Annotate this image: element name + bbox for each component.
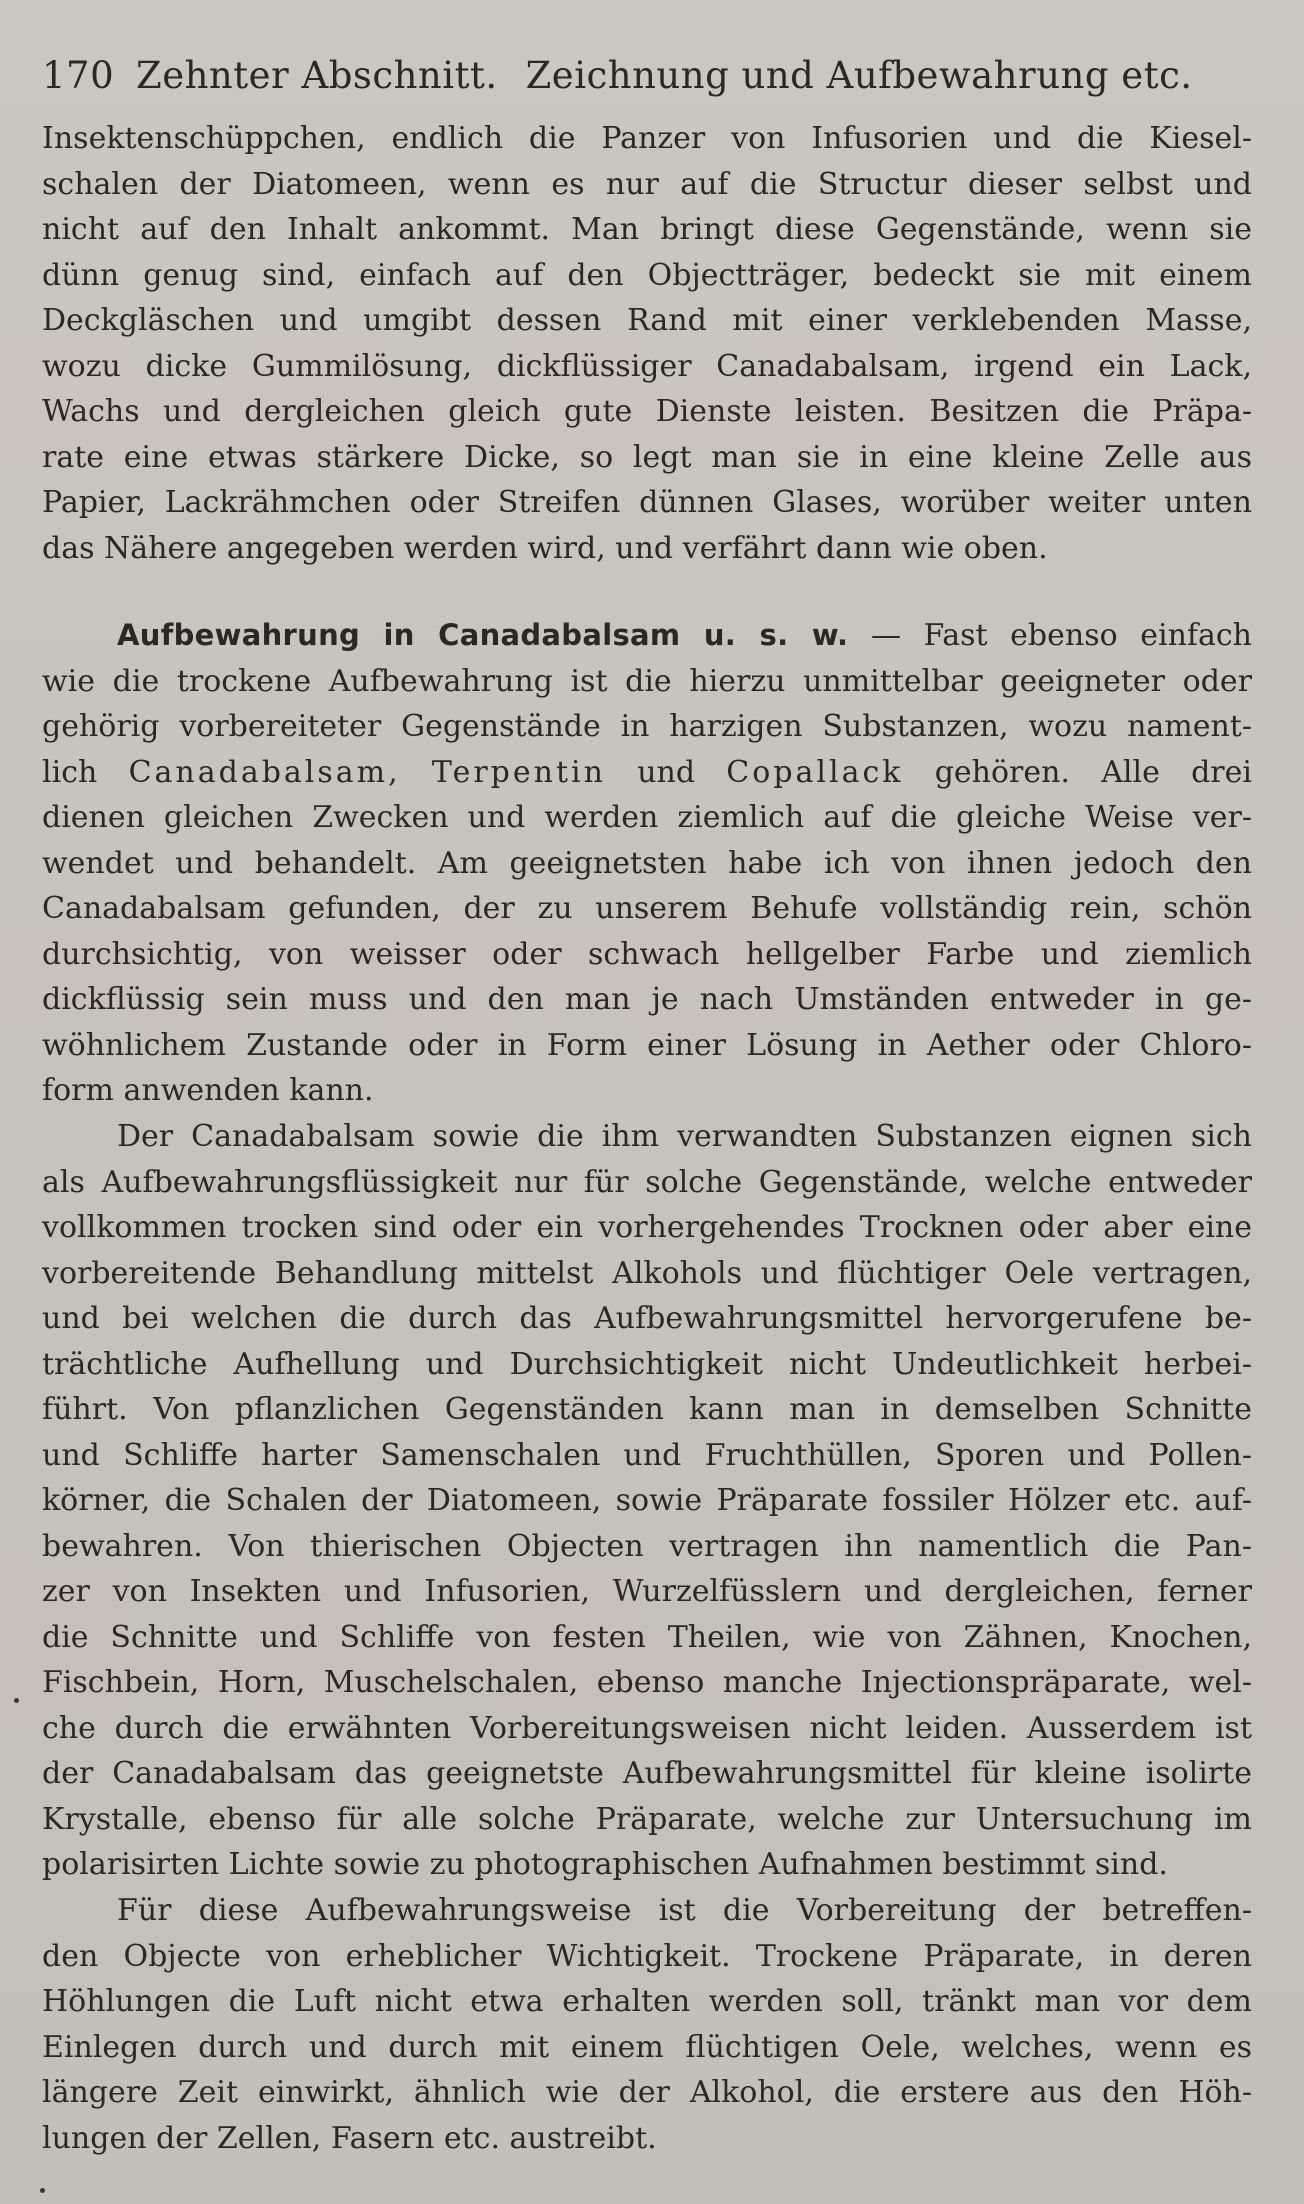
text-line: wöhnlichem Zustande oder in Form einer Lösung in Aether oder Chloro- [42,1027,1252,1063]
text-line: Einlegen durch und durch mit einem flüchtigen Oele, welches, wenn es [42,2029,1252,2065]
text-line: form anwenden kann. [42,1073,374,1108]
text-line: dünn genug sind, einfach auf den Objectträger, bedeckt sie mit einem [42,257,1252,293]
spaced-term: Terpentin [431,754,606,790]
text-line-spaced-terms: lich Canadabalsam, Terpentin und Copallack gehören. Alle drei [42,754,1252,790]
text-line: das Nähere angegeben werden wird, und verfährt dann wie oben. [42,530,1048,566]
text-line: als Aufbewahrungsflüssigkeit nur für solche Gegenstände, welche entweder [42,1164,1252,1200]
text-line: durchsichtig, von weisser oder schwach hellgelber Farbe und ziemlich [42,936,1252,972]
paragraph-usage [42,1114,1252,1888]
text-line: Deckgläschen und umgibt dessen Rand mit einer verklebenden Masse, [42,303,1252,338]
text-line: Fischbein, Horn, Muschelschalen, ebenso manche Injectionspräparate, wel- [42,1665,1252,1700]
text-line: polarisirten Lichte sowie zu photographischen Aufnahmen bestimmt sind. [42,1847,1168,1882]
text-line: rate eine etwas stärkere Dicke, so legt man sie in eine kleine Zelle aus [42,439,1252,475]
text-line: körner, die Schalen der Diatomeen, sowie Präparate fossiler Hölzer etc. auf- [42,1483,1252,1518]
text-line: zer von Insekten und Infusorien, Wurzelfüsslern und dergleichen, ferner [42,1574,1252,1609]
text-line: bewahren. Von thierischen Objecten vertragen ihn namentlich die Pan- [42,1528,1252,1564]
text-line: vorbereitende Behandlung mittelst Alkohols und flüchtiger Oele vertragen, [42,1255,1252,1291]
text-line: die Schnitte und Schliffe von festen Theilen, wie von Zähnen, Knochen, [42,1619,1252,1655]
text-line: Für diese Aufbewahrungsweise ist die Vorbereitung der betreffen- [117,1893,1252,1928]
text-line: und bei welchen die durch das Aufbewahrungsmittel hervorgerufene be- [42,1301,1252,1336]
text-line: Papier, Lackrähmchen oder Streifen dünnen Glases, worüber weiter unten [42,485,1252,520]
text-line: lungen der Zellen, Fasern etc. austreibt. [42,2120,657,2156]
text-line: schalen der Diatomeen, wenn es nur auf die Structur dieser selbst und [42,166,1252,202]
text-line: Der Canadabalsam sowie die ihm verwandten Substanzen eignen sich [117,1119,1252,1154]
spaced-term: Copallack [726,754,904,790]
text-line: wendet und behandelt. Am geeignetsten habe ich von ihnen jedoch den [42,845,1252,881]
print-speck [40,2188,45,2193]
text-line: Krystalle, ebenso für alle solche Präparate, welche zur Untersuchung im [42,1801,1252,1837]
text-line: dickflüssig sein muss und den man je nach Umständen entweder in ge- [42,982,1252,1017]
text-line: dienen gleichen Zwecken und werden ziemlich auf die gleiche Weise ver- [42,800,1252,835]
text-line: trächtliche Aufhellung und Durchsichtigkeit nicht Undeutlichkeit herbei- [42,1346,1252,1382]
text-line: nicht auf den Inhalt ankommt. Man bringt diese Gegenstände, wenn sie [42,212,1252,247]
text-line: Höhlungen die Luft nicht etwa erhalten werden soll, tränkt man vor dem [42,1984,1252,2019]
text-line: che durch die erwähnten Vorbereitungsweisen nicht leiden. Ausserdem ist [42,1710,1252,1746]
page-number: 170 [42,54,115,97]
running-header [42,46,1262,106]
text-line: Wachs und dergleichen gleich gute Dienste leisten. Besitzen die Präpa- [42,394,1252,429]
text-line: längere Zeit einwirkt, ähnlich wie der Alkohol, die erstere aus den Höh- [42,2075,1252,2110]
section-title: Zehnter Abschnitt. [136,54,498,97]
section-heading-line [42,613,1252,659]
paragraph-preparation [42,1888,1252,2161]
text-line: vollkommen trocken sind oder ein vorhergehendes Trocknen oder aber eine [42,1210,1252,1245]
heading-continuation: — Fast ebenso einfach [870,618,1252,653]
print-speck [14,1698,19,1703]
section-canadabalsam [42,613,1252,1114]
text-line: Canadabalsam gefunden, der zu unserem Behufe vollständig rein, schön [42,891,1252,926]
text-line: führt. Von pflanzlichen Gegenständen kann man in demselben Schnitte [42,1392,1252,1427]
text-line: und Schliffe harter Samenschalen und Fruchthüllen, Sporen und Pollen- [42,1437,1252,1473]
spaced-term: Canadabalsam, [128,754,401,790]
text-line: wozu dicke Gummilösung, dickflüssiger Canadabalsam, irgend ein Lack, [42,348,1252,384]
text-line: Insektenschüppchen, endlich die Panzer von Infusorien und die Kiesel- [42,121,1252,156]
text-line: gehörig vorbereiteter Gegenstände in harzigen Substanzen, wozu nament- [42,709,1252,744]
text-line: der Canadabalsam das geeignetste Aufbewahrungsmittel für kleine isolirte [42,1756,1252,1791]
section-heading: Aufbewahrung in Canadabalsam u. s. w. [117,618,849,652]
text-line: den Objecte von erheblicher Wichtigkeit. Trockene Präparate, in deren [42,1938,1252,1974]
section-topic: Zeichnung und Aufbewahrung etc. [525,54,1193,97]
text-line: wie die trockene Aufbewahrung ist die hierzu unmittelbar geeigneter oder [42,663,1252,699]
paragraph-continuation [42,116,1252,571]
